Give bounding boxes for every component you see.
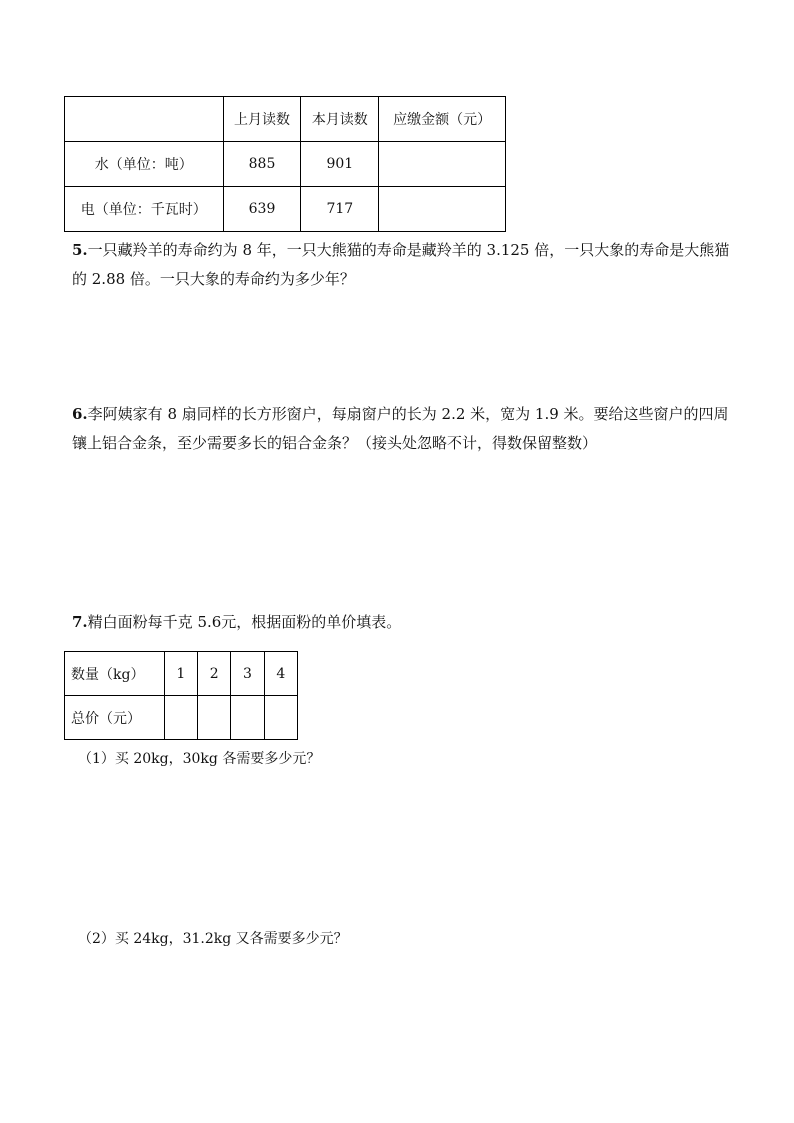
- question-7: [72, 608, 732, 637]
- row-label: 电（单位：千瓦时）: [65, 187, 224, 232]
- question-number: 5.: [72, 241, 88, 259]
- question-text: 李阿姨家有 8 扇同样的长方形窗户，每扇窗户的长为 2.2 米，宽为 1.9 米。要给这些窗户的四周镶上铝合金条，至少需要多长的铝合金条？（接头处忽略不计，得数保留整数）: [72, 405, 729, 452]
- sub-question-2: （2）买 24kg，31.2kg 又各需要多少元？: [78, 931, 348, 947]
- cell: 901: [301, 142, 379, 187]
- table-row: [65, 142, 506, 187]
- cell: 639: [223, 187, 301, 232]
- meter-table: [64, 96, 506, 232]
- table-row: [65, 652, 298, 696]
- question-text: 精白面粉每千克 5.6元，根据面粉的单价填表。: [87, 613, 402, 631]
- cell: 4: [264, 652, 297, 696]
- question-6: [72, 400, 732, 458]
- table-row: [65, 97, 506, 142]
- cell: 3: [231, 652, 264, 696]
- question-number: 7.: [72, 613, 88, 631]
- header-cell: 本月读数: [301, 97, 379, 142]
- answer-cell[interactable]: [197, 696, 230, 740]
- answer-cell[interactable]: [164, 696, 197, 740]
- header-cell: 应缴金额（元）: [379, 97, 506, 142]
- row-label: 数量（kg）: [65, 652, 165, 696]
- question-text: 一只藏羚羊的寿命约为 8 年，一只大熊猫的寿命是藏羚羊的 3.125 倍，一只大象的寿命是大熊猫的 2.88 倍。一只大象的寿命约为多少年？: [72, 241, 730, 288]
- answer-cell[interactable]: [379, 187, 506, 232]
- answer-cell[interactable]: [231, 696, 264, 740]
- header-cell: 上月读数: [223, 97, 301, 142]
- answer-cell[interactable]: [264, 696, 297, 740]
- answer-cell[interactable]: [379, 142, 506, 187]
- question-5: [72, 236, 732, 294]
- cell: 1: [164, 652, 197, 696]
- cell: 885: [223, 142, 301, 187]
- row-label: 水（单位：吨）: [65, 142, 224, 187]
- header-cell: [65, 97, 224, 142]
- row-label: 总价（元）: [65, 696, 165, 740]
- cell: 2: [197, 652, 230, 696]
- cell: 717: [301, 187, 379, 232]
- table-row: [65, 696, 298, 740]
- question-number: 6.: [72, 405, 88, 423]
- sub-question-1: （1）买 20kg，30kg 各需要多少元？: [78, 751, 321, 767]
- price-table: [64, 651, 298, 740]
- table-row: [65, 187, 506, 232]
